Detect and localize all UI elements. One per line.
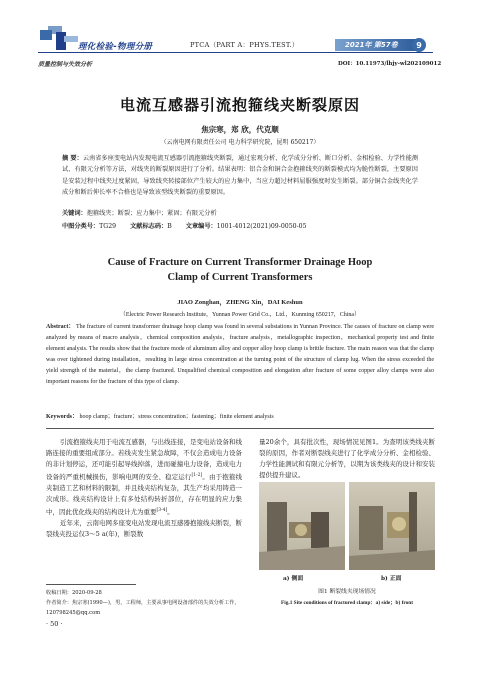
issue-number-badge: 9: [412, 38, 426, 52]
keywords-label-cn: 关键词：: [62, 210, 87, 217]
keywords-cn: [62, 209, 418, 219]
paper-title-en: Cause of Fracture on Current Transformer Drainage Hoop Clamp of Current Transformers: [107, 257, 373, 283]
abstract-text-cn: 云南省多座变电站内发现电流互感器引流抱箍线夹断裂，通过宏观分析、化学成分分析、断口分析、金相检验、力学性能测试、有限元分析等方法，对线夹的断裂原因进行了分析。结果表明：铝合金和铜合金抱箍线夹的断裂模式均为脆性断裂，主要原因是安装过程中线夹过度紧固，导致线夹转接部位产生较大的应力集中，当应力超过材料屈服强度时发生断裂。部分铜合金线夹化学成分和断后伸长率不合格也是导致该型线夹断裂的重要原因。: [62, 155, 419, 196]
citation: [1-2]: [191, 473, 203, 478]
figure-sublabel-a: a) 侧面: [283, 576, 304, 582]
paper-title-cn: 电流互感器引流抱箍线夹断裂原因: [119, 96, 360, 114]
photo-side-view: [259, 482, 345, 570]
keywords-text-cn: 抱箍线夹；断裂；应力集中；紧固；有限元分析: [86, 210, 217, 217]
body-paragraph: 引流抱箍线夹用于电流互感器，与出线连接，是变电站设备和线路连接的重要组成部分。若线夹发生紧急故障，不仅会造成电力设备的非计划停运，还可能引起导线掉落，进而碰撞电力设备，造成电力设备的严重机械损伤，影响电网的安全、稳定运行[1-2]。由于抱箍线夹制造工艺和材料的限制，并且线夹结构复杂，其生产均采用铸造一次成形。线夹结构设计上有多处结构转折部位，存在明显的应力集中，因此优化线夹的结构设计尤为重要[3-4]。: [46, 438, 243, 517]
journal-name: 理化检验-物理分册: [78, 42, 153, 52]
abstract-label-en: Abstract：: [46, 324, 75, 330]
affiliation-cn: （云南电网有限责任公司 电力科学研究院，昆明 650217）: [160, 139, 320, 146]
figure-caption-cn: 图1 断裂线夹现场情况: [318, 589, 376, 595]
figure-caption-en: Fig.1 Site conditions of fractured clamp：a) side；b) front: [281, 600, 413, 606]
citation: [3-4]: [156, 508, 168, 514]
journal-logo: [38, 24, 80, 54]
keywords-label-en: Keywords：: [46, 414, 78, 420]
column-tag: 质量控制与失效分析: [38, 61, 93, 68]
abstract-text-en: The fracture of current transformer drainage hoop clamp was found in several substations in Yunnan Province. The causes of fracture on clamp were analyzed by means of macro analysis，chemical composition analysis，fracture analysis，metallographic inspection，mechanical property test and finite element analysis. The results show that the fracture mode of aluminum alloy and copper alloy hoop clamp is brittle fracture. The main reason was that the clamp was over tightened during installation，resulting in large stress concentration at the turning point of the structure of clamp lug. When the stress exceeded the yield strength of the material，the clamp fractured. Unqualified chemical composition and elongation after fracture of some copper alloy clamps were also important reasons for the fracture of this type of clamp.: [46, 324, 434, 386]
abstract-label-cn: 摘 要：: [62, 155, 83, 162]
clc-number: 中图分类号：TG29: [62, 223, 117, 230]
doi: DOI：10.11973/lhjy-wl202109012: [338, 61, 442, 67]
journal-subtitle: PTCA（PART A：PHYS.TEST.）: [190, 41, 299, 49]
keywords-en: [46, 411, 434, 420]
footnote-author: 作者简介：焦宗寒(1990—)，男，工程师，主要从事电网设备部件的失效分析工作，120798245@qq.com: [46, 600, 240, 616]
year-volume-badge: 2021年 第57卷: [335, 39, 416, 51]
classification-line: [62, 221, 418, 230]
abstract-cn: [62, 153, 418, 198]
footnote-divider: [46, 584, 136, 585]
body-left-column: [46, 437, 242, 540]
figure-1-photos: [259, 482, 435, 570]
authors-en: JIAO Zonghan，ZHENG Xin，DAI Keshun: [177, 299, 303, 306]
body-right-column: 量20余个，具有批次性，现场情况见图1。为查明该类线夹断裂的原因，作者对断裂线夹进行了化学成分分析、金相检验、力学性能测试和有限元分析等，以期为该类线夹的设计和安装提供提升建议。: [259, 438, 435, 479]
footnote-received: 收稿日期：2020-09-28: [46, 590, 102, 596]
header-divider: [38, 52, 433, 53]
abstract-en: [46, 322, 434, 389]
section-divider: [46, 428, 434, 429]
document-code: 文献标志码：B: [130, 223, 172, 230]
page-number: · 50 ·: [46, 620, 63, 628]
photo-front-view: [349, 482, 435, 570]
figure-sublabel-b: b) 正面: [381, 576, 402, 582]
article-number: 文章编号：1001-4012(2021)09-0050-05: [185, 223, 307, 230]
authors-cn: 焦宗寒，郑 欣，代克顺: [201, 125, 279, 134]
footnotes: [46, 588, 242, 618]
affiliation-en: （Electric Power Research Institute，Yunnan Power Grid Co.，Ltd.，Kunming 650217，China）: [119, 312, 361, 318]
keywords-text-en: hoop clamp；fracture；stress concentration；fastening；finite element analysis: [79, 414, 274, 420]
body-paragraph: 近年来，云南电网多座变电站发现电流互感器抱箍线夹断裂，断裂线夹投运仅3～5 a(年)，断裂数: [46, 519, 242, 539]
